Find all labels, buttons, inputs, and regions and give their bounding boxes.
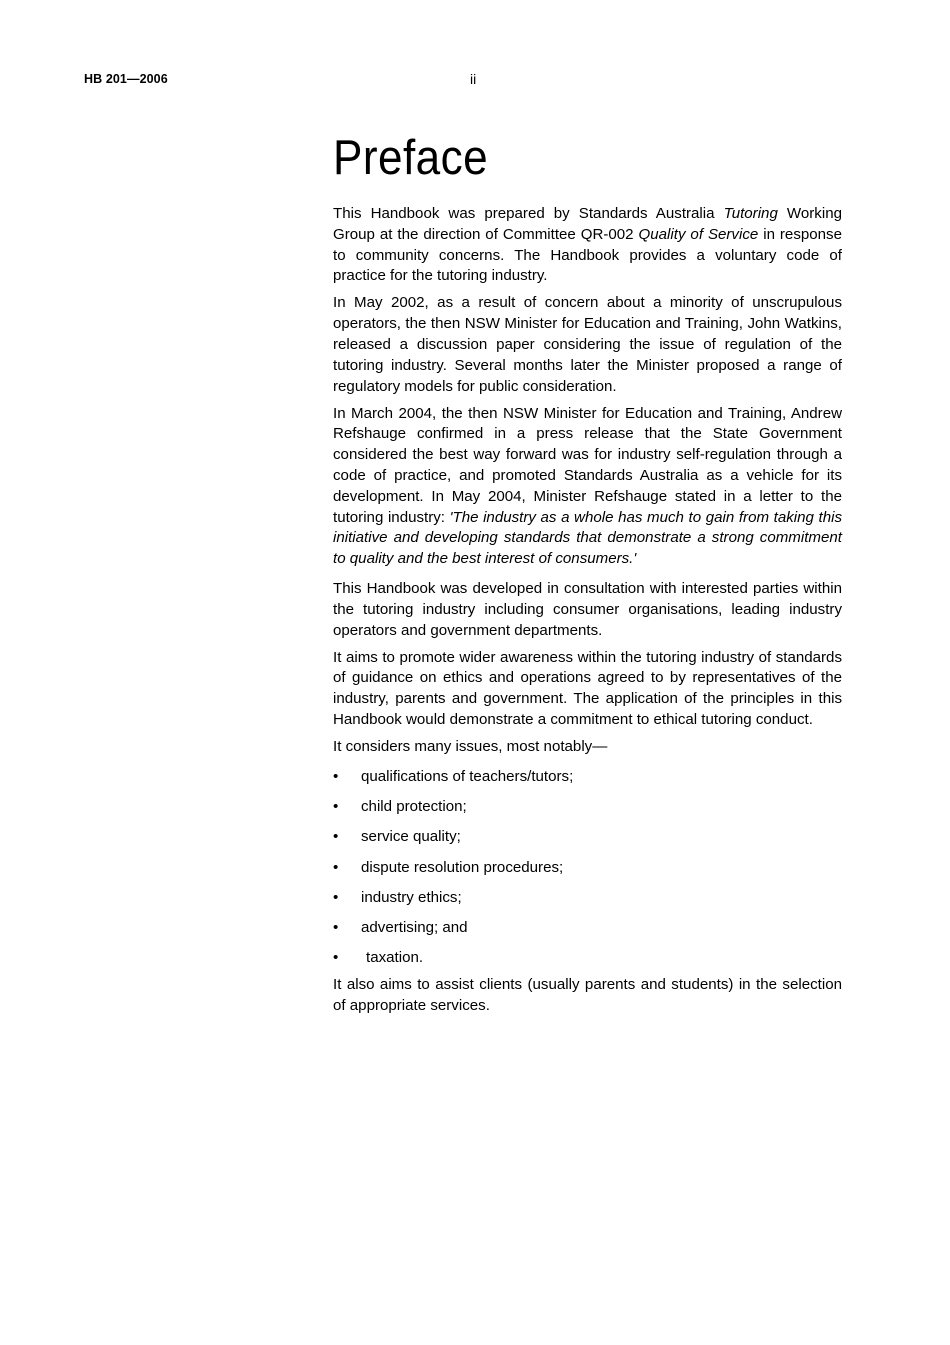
paragraph-1-text-c: Working Group at the direction of Committee QR-002 bbox=[333, 205, 842, 243]
paragraph-1 bbox=[333, 204, 842, 287]
list-item bbox=[333, 767, 842, 788]
bullet-icon: • bbox=[333, 858, 339, 876]
paragraph-7: It also aims to assist clients (usually parents and students) in the selection of appropriate services. bbox=[333, 976, 842, 1015]
paragraph-3-text: In March 2004, the then NSW Minister for Education and Training, Andrew Refshauge confirmed in a press release that the State Government considered the best way forward was for industry self-regulation through a code of practice, and promoted Standards Australia as a vehicle for its development. In May 2004, Minister Refshauge stated in a letter to the tutoring industry: bbox=[333, 404, 842, 526]
list-item bbox=[333, 858, 842, 879]
paragraph-1-text-a: This Handbook was prepared by Standards Australia bbox=[333, 205, 724, 222]
bullet-icon: • bbox=[333, 767, 339, 785]
paragraph-6: It considers many issues, most notably— bbox=[333, 737, 608, 755]
list-item-text: taxation. bbox=[366, 949, 424, 967]
list-item-text: service quality; bbox=[361, 828, 461, 846]
list-item bbox=[333, 888, 842, 909]
bullet-icon: • bbox=[333, 919, 339, 937]
bullet-icon: • bbox=[333, 828, 339, 846]
list-item-text: advertising; and bbox=[361, 919, 468, 937]
list-item-text: industry ethics; bbox=[361, 888, 462, 906]
paragraph-2: In May 2002, as a result of concern about a minority of unscrupulous operators, the then NSW Minister for Education and Training, John Watkins, released a discussion paper considering the issue of regulation of the tutoring industry. Several months later the Minister proposed a range of regulatory models for public consideration. bbox=[333, 294, 842, 395]
page-number: ii bbox=[470, 71, 477, 87]
paragraph-1-italic-quality: Quality of Service bbox=[638, 225, 759, 243]
issues-list bbox=[333, 767, 842, 970]
list-item-text: child protection; bbox=[361, 797, 467, 815]
list-item bbox=[333, 948, 842, 969]
paragraph-3 bbox=[333, 404, 842, 570]
bullet-icon: • bbox=[333, 888, 339, 906]
list-item-text: dispute resolution procedures; bbox=[361, 858, 564, 876]
paragraph-1-text-e: in response to community concerns. The Handbook provides a voluntary code of practice for the tutoring industry. bbox=[333, 225, 842, 285]
list-item-text: qualifications of teachers/tutors; bbox=[361, 767, 574, 785]
paragraph-5: It aims to promote wider awareness within the tutoring industry of standards of guidance on ethics and operations agreed to by representatives of the industry, parents and government. The application of the principles in this Handbook would demonstrate a commitment to ethical tutoring conduct. bbox=[333, 648, 842, 728]
paragraph-1-italic-tutoring: Tutoring bbox=[723, 205, 778, 222]
bullet-icon: • bbox=[333, 797, 339, 815]
bullet-icon: • bbox=[333, 949, 339, 967]
page-title: Preface bbox=[333, 131, 489, 185]
list-item bbox=[333, 797, 842, 818]
paragraph-4: This Handbook was developed in consultation with interested parties within the tutoring industry including consumer organisations, leading industry operators and government departments. bbox=[333, 579, 842, 639]
preface-section bbox=[333, 128, 842, 1023]
paragraph-3-quote: 'The industry as a whole has much to gain from taking this initiative and developing standards that demonstrate a strong commitment to quality and the best interest of consumers.' bbox=[333, 508, 842, 568]
document-code: HB 201—2006 bbox=[84, 72, 168, 86]
list-item bbox=[333, 918, 842, 939]
list-item bbox=[333, 827, 842, 848]
